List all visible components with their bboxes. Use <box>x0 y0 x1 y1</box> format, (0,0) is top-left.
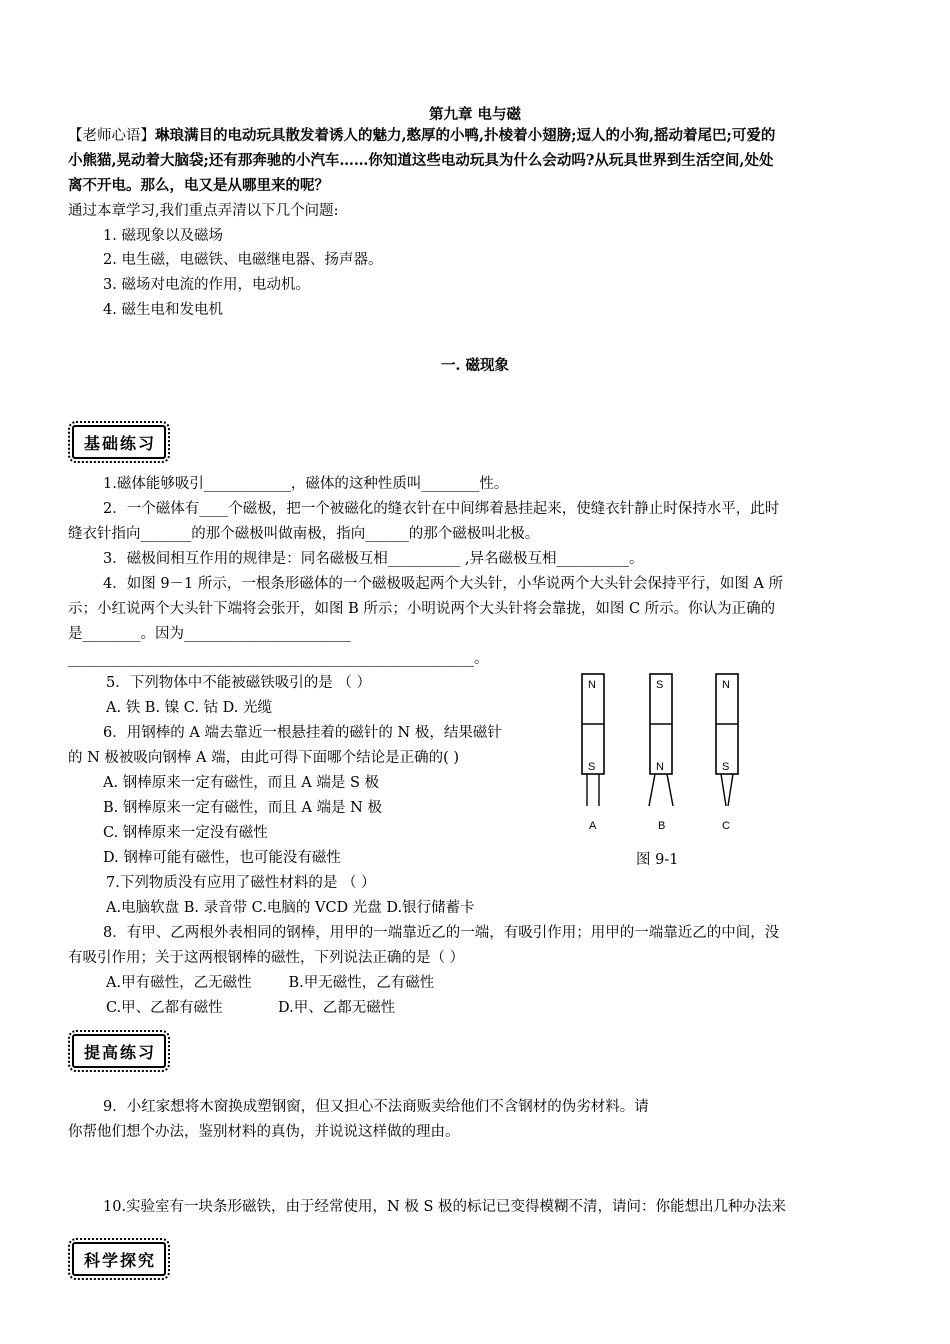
question-8-options-ab: A.甲有磁性，乙无磁性 B.甲无磁性，乙有磁性 <box>106 975 435 991</box>
question-6-option-c: C. 钢棒原来一定没有磁性 <box>103 825 268 841</box>
question-6-option-a: A. 钢棒原来一定有磁性，而且 A 端是 S 极 <box>103 775 380 791</box>
pole-label: S <box>588 761 596 773</box>
figure-label-a: A <box>589 820 597 832</box>
magnet-b <box>649 674 673 832</box>
question-5: 5．下列物体中不能被磁铁吸引的是 （ ） <box>106 675 371 691</box>
question-8-line-1: 8．有甲、乙两根外表相同的钢棒，用甲的一端靠近乙的一端，有吸引作用；用甲的一端靠近乙的中间，没 <box>103 925 780 941</box>
question-4-line-1: 4．如图 9－1 所示，一根条形磁体的一个磁极吸起两个大头针，小华说两个大头针会保持平行，如图 A 所 <box>103 576 784 592</box>
figure-label-b: B <box>658 820 666 832</box>
question-6-option-b: B. 钢棒原来一定有磁性，而且 A 端是 N 极 <box>103 800 382 816</box>
question-7: 7.下列物质没有应用了磁性材料的是 （ ） <box>106 875 376 891</box>
teacher-line-3: 离不开电。那么，电又是从哪里来的呢？ <box>68 177 329 194</box>
question-9-line-1: 9．小红家想将木窗换成塑钢窗，但又担心不法商贩卖给他们不含钢材的伪劣材料。请 <box>103 1099 649 1115</box>
question-10: 10.实验室有一块条形磁铁，由于经常使用，N 极 S 极的标记已变得模糊不清，请问：你能想出几种办法来 <box>103 1199 787 1215</box>
topic-item: 3. 磁场对电流的作用，电动机。 <box>103 277 310 293</box>
question-2-line-1: 2．一个磁体有____个磁极，把一个被磁化的缝衣针在中间绑着悬挂起来，使缝衣针静止时保持水平，此时 <box>103 501 780 517</box>
basic-practice-badge: 基础练习 <box>68 421 170 463</box>
magnet-a <box>582 674 604 832</box>
pole-label: S <box>656 679 664 691</box>
question-5-options: A. 铁 B. 镍 C. 钴 D. 光缆 <box>106 700 273 716</box>
question-3: 3．磁极间相互作用的规律是：同名磁极互相__________ ,异名磁极互相__________。 <box>103 551 644 567</box>
pole-label: N <box>722 679 730 691</box>
science-inquiry-badge: 科学探究 <box>68 1238 170 1280</box>
pole-label: N <box>588 679 596 691</box>
intro-text: 通过本章学习,我们重点弄清以下几个问题: <box>68 203 339 219</box>
page-title: 第九章 电与磁 <box>428 106 522 123</box>
question-4-line-4: ________________________________________________________。 <box>68 651 489 667</box>
figure-9-1 <box>572 666 762 866</box>
teacher-paragraph <box>68 124 882 149</box>
pole-label: S <box>722 761 730 773</box>
topic-item: 2. 电生磁，电磁铁、电磁继电器、扬声器。 <box>103 252 383 268</box>
figure-label-c: C <box>722 820 730 832</box>
section-heading: 一. 磁现象 <box>440 357 510 374</box>
question-2-line-2: 缝衣针指向_______的那个磁极叫做南极，指向______的那个磁极叫北极。 <box>68 526 540 542</box>
teacher-line-2: 小熊猫,晃动着大脑袋;还有那奔驰的小汽车……你知道这些电动玩具为什么会动吗?从玩具世界到生活空间,处处 <box>68 152 774 169</box>
question-6-line-1: 6．用钢棒的 A 端去靠近一根悬挂着的磁针的 N 极，结果磁针 <box>103 725 502 741</box>
question-9-line-2: 你帮他们想个办法，鉴别材料的真伪，并说说这样做的理由。 <box>68 1124 460 1140</box>
teacher-line-1: 琳琅满目的电动玩具散发着诱人的魅力,憨厚的小鸭,扑棱着小翅膀;逗人的小狗,摇动着尾巴;可爱的 <box>155 127 776 144</box>
topic-item: 4. 磁生电和发电机 <box>103 302 223 318</box>
question-4-line-3: 是________。因为_______________________ <box>68 626 351 642</box>
question-4-line-2: 示；小红说两个大头针下端将会张开，如图 B 所示；小明说两个大头针将会靠拢，如图 C 所示。你认为正确的 <box>68 601 776 617</box>
question-8-options-cd: C.甲、乙都有磁性 D.甲、乙都无磁性 <box>106 1000 396 1016</box>
question-7-options: A.电脑软盘 B. 录音带 C.电脑的 VCD 光盘 D.银行储蓄卡 <box>106 900 475 916</box>
question-8-line-2: 有吸引作用；关于这两根钢棒的磁性，下列说法正确的是（ ） <box>68 950 465 966</box>
question-6-option-d: D. 钢棒可能有磁性，也可能没有磁性 <box>103 850 341 866</box>
advanced-practice-badge: 提高练习 <box>68 1030 170 1072</box>
pole-label: N <box>656 761 664 773</box>
topic-item: 1. 磁现象以及磁场 <box>103 228 223 244</box>
teacher-prefix: 【老师心语】 <box>68 128 155 144</box>
figure-caption: 图 9-1 <box>636 852 679 868</box>
question-1: 1.磁体能够吸引____________，磁体的这种性质叫________性。 <box>103 476 509 492</box>
question-6-line-2: 的 N 极被吸向钢棒 A 端，由此可得下面哪个结论是正确的( ) <box>68 750 460 766</box>
magnet-c <box>716 674 738 832</box>
